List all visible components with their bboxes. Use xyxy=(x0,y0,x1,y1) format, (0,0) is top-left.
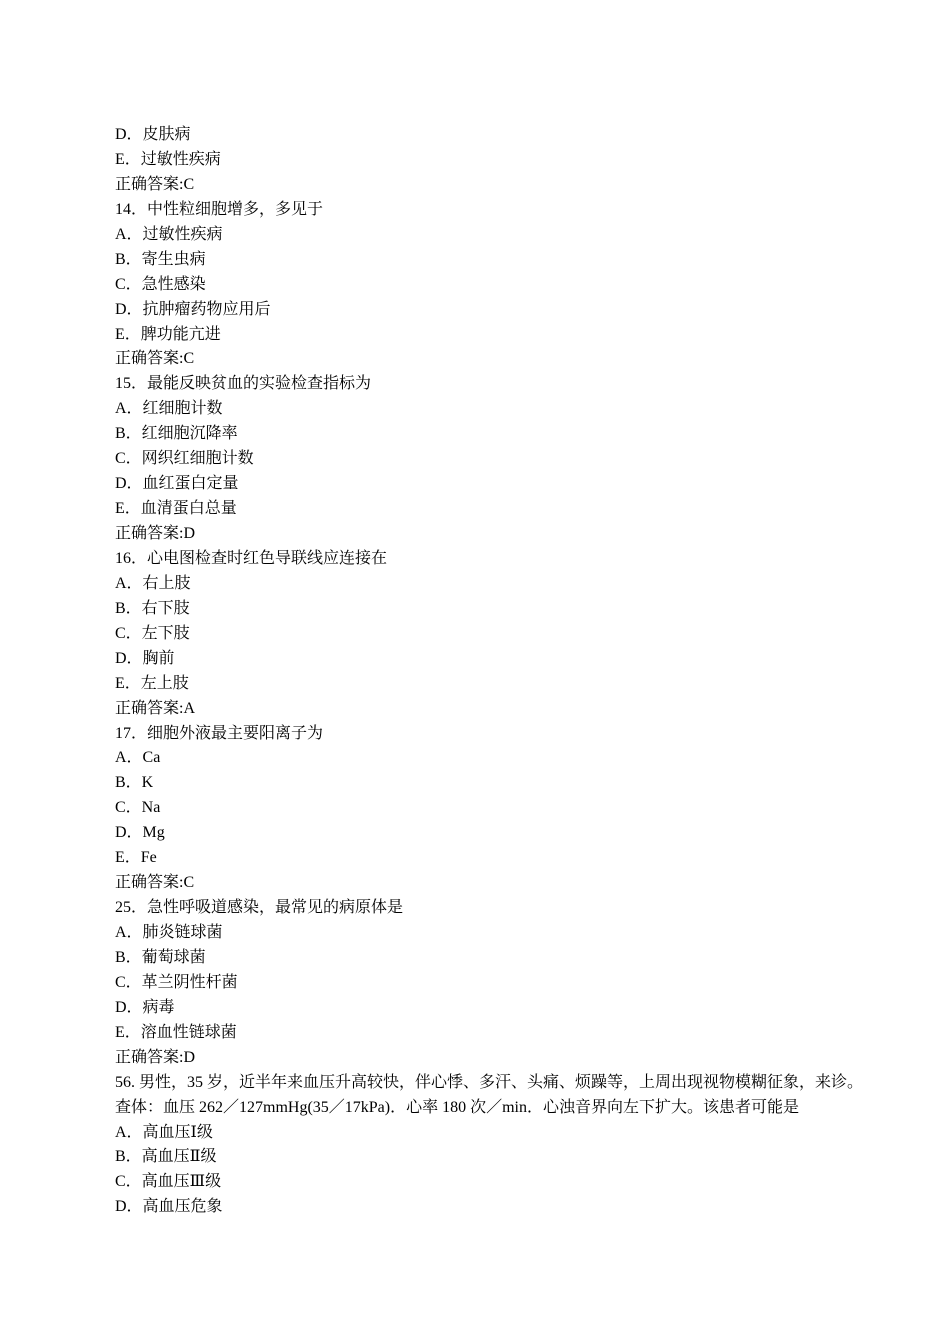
option-line: D．胸前 xyxy=(115,649,175,667)
option-line: B．右下肢 xyxy=(115,599,190,617)
option-line: D．高血压危象 xyxy=(115,1198,223,1216)
option-line: E．Fe xyxy=(115,849,157,867)
option-line: C．急性感染 xyxy=(115,275,206,293)
option-line: C．左下肢 xyxy=(115,624,190,642)
option-line: A．过敏性疾病 xyxy=(115,225,223,243)
text-line: E．过敏性疾病 xyxy=(115,150,221,168)
option-line: C．网织红细胞计数 xyxy=(115,450,254,468)
option-line: C．革兰阴性杆菌 xyxy=(115,973,238,991)
option-line: B．葡萄球菌 xyxy=(115,948,206,966)
option-line: C．高血压Ⅲ级 xyxy=(115,1173,222,1191)
answer-line: 正确答案:C xyxy=(115,175,195,193)
text-line: D．皮肤病 xyxy=(115,126,191,143)
option-line: B．红细胞沉降率 xyxy=(115,425,238,443)
question-line: 14．中性粒细胞增多，多见于 xyxy=(115,200,324,218)
option-line: D．抗肿瘤药物应用后 xyxy=(115,300,271,318)
option-line: B．寄生虫病 xyxy=(115,250,206,268)
answer-line: 正确答案:A xyxy=(115,699,196,717)
answer-line: 正确答案:C xyxy=(115,874,195,892)
option-line: E．血清蛋白总量 xyxy=(115,500,237,518)
option-line: A．肺炎链球菌 xyxy=(115,924,223,941)
option-line: A．高血压Ⅰ级 xyxy=(115,1123,213,1141)
answer-line: 正确答案:D xyxy=(115,525,196,542)
question-line: 16．心电图检查时红色导联线应连接在 xyxy=(115,549,388,567)
question-line: 17．细胞外液最主要阳离子为 xyxy=(115,724,324,742)
option-line: A．右上肢 xyxy=(115,574,191,592)
option-line: B．K xyxy=(115,774,154,792)
option-line: D．血红蛋白定量 xyxy=(115,475,239,493)
option-line: D．病毒 xyxy=(115,998,175,1016)
question-line: 15．最能反映贫血的实验检查指标为 xyxy=(115,375,372,393)
option-line: A．红细胞计数 xyxy=(115,400,223,418)
option-line: E．脾功能亢进 xyxy=(115,325,221,343)
answer-line: 正确答案:C xyxy=(115,350,195,368)
option-line: B．高血压Ⅱ级 xyxy=(115,1148,217,1166)
option-line: E．左上肢 xyxy=(115,674,189,692)
answer-line: 正确答案:D xyxy=(115,1048,196,1066)
document-page xyxy=(115,123,875,1220)
option-line: D．Mg xyxy=(115,824,165,842)
question-line: 56. 男性，35 岁，近半年来血压升高较快，伴心悸、多汗、头痛、烦躁等，上周出现视物模糊征象，来诊。 xyxy=(115,1073,864,1091)
question-line: 25．急性呼吸道感染，最常见的病原体是 xyxy=(115,899,404,917)
option-line: E．溶血性链球菌 xyxy=(115,1023,237,1041)
option-line: C．Na xyxy=(115,799,161,817)
option-line: A．Ca xyxy=(115,749,161,767)
question-line-continued: 查体：血压 262／127mmHg(35／17kPa)．心率 180 次／min．心浊音界向左下扩大。该患者可能是 xyxy=(115,1098,799,1116)
